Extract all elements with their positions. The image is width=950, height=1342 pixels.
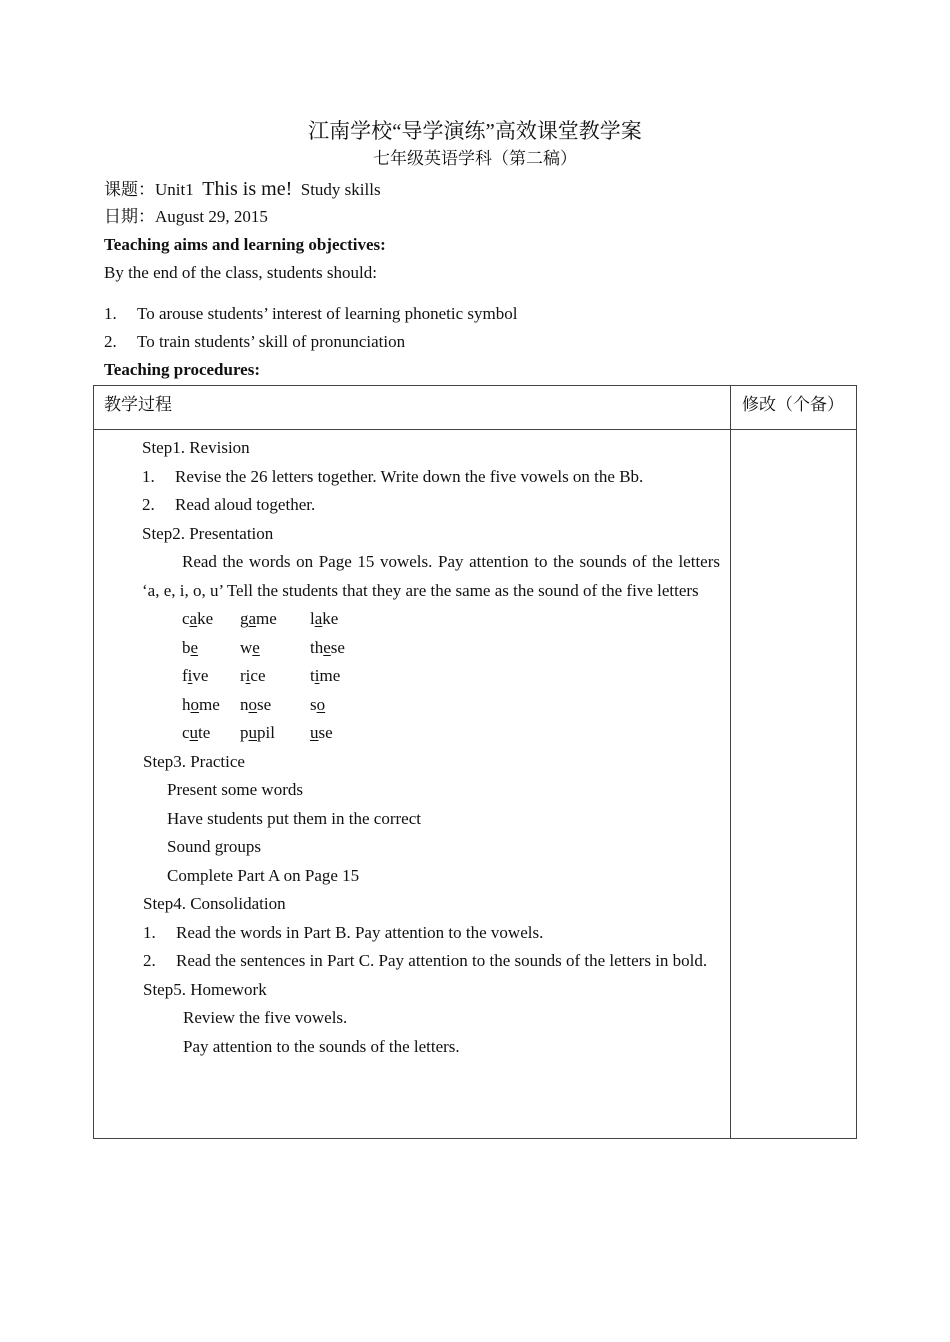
topic-section: Study skills xyxy=(300,180,381,199)
date-line xyxy=(104,206,268,228)
item-number: 2. xyxy=(142,495,155,514)
document-title: 江南学校“导学演练”高效课堂教学案 xyxy=(308,119,642,143)
date-value: August 29, 2015 xyxy=(155,207,268,226)
procedures-heading: Teaching procedures: xyxy=(104,360,261,379)
item-text: Read aloud together. xyxy=(175,495,316,514)
item-number: 2. xyxy=(143,951,156,970)
vowel-word: pupil xyxy=(240,723,275,742)
aim-text: To arouse students’ interest of learning phonetic symbol xyxy=(137,304,518,323)
table-body-row xyxy=(94,430,857,1139)
word-row xyxy=(142,662,720,691)
topic-line xyxy=(104,178,381,201)
item-number: 1. xyxy=(143,922,156,942)
vowel-word-grid xyxy=(142,605,720,748)
step2-title: Step2. Presentation xyxy=(142,523,274,543)
word-row xyxy=(142,719,720,748)
vowel-word: rice xyxy=(240,666,266,685)
procedure-content xyxy=(142,434,720,1061)
aims-intro: By the end of the class, students should: xyxy=(104,263,377,282)
step5-title: Step5. Homework xyxy=(143,979,267,999)
word-row xyxy=(142,634,720,663)
vowel-word: cake xyxy=(182,609,214,628)
vowel-word: nose xyxy=(240,694,272,714)
vowel-word: use xyxy=(310,723,333,742)
step3-line: Complete Part A on Page 15 xyxy=(167,865,360,885)
step1-item xyxy=(142,491,720,520)
step3-line: Sound groups xyxy=(167,837,261,856)
document-subtitle: 七年级英语学科（第二稿） xyxy=(373,149,577,168)
item-text: Read the words in Part B. Pay attention to the vowels. xyxy=(176,922,544,942)
topic-unit: Unit1 xyxy=(155,180,194,199)
word-row xyxy=(142,605,720,634)
step5-line: Pay attention to the sounds of the letters. xyxy=(183,1036,460,1056)
vowel-word: we xyxy=(240,637,260,657)
step1-item xyxy=(142,463,720,492)
aim-item xyxy=(104,331,405,353)
vowel-word: home xyxy=(182,694,220,714)
item-text: Read the sentences in Part C. Pay attention to the sounds of the letters in bold. xyxy=(176,951,708,970)
header-teaching-process: 教学过程 xyxy=(94,386,731,430)
topic-title: This is me! xyxy=(202,178,293,200)
step1-title: Step1. Revision xyxy=(142,438,250,457)
topic-label: 课题： xyxy=(104,180,155,199)
vowel-word: game xyxy=(240,609,277,628)
revision-notes-cell xyxy=(731,430,857,1139)
item-text: Revise the 26 letters together. Write down the five vowels on the Bb. xyxy=(175,466,644,486)
step3-line: Present some words xyxy=(167,780,303,799)
aim-number: 1. xyxy=(104,304,117,323)
table-header-row xyxy=(94,386,857,430)
step3-title: Step3. Practice xyxy=(143,751,245,771)
aim-number: 2. xyxy=(104,332,117,351)
vowel-word: time xyxy=(310,666,341,685)
vowel-word: these xyxy=(310,637,345,657)
step4-item xyxy=(142,919,720,948)
step2-paragraph: Read the words on Page 15 vowels. Pay attention to the sounds of the letters ‘a, e, i, o, u’ Tell the students that they are the same as the sound of the five letters xyxy=(142,552,720,600)
vowel-word: cute xyxy=(182,723,211,742)
procedures-table xyxy=(93,385,857,1139)
vowel-word: be xyxy=(182,637,199,657)
vowel-word: lake xyxy=(310,609,339,628)
item-number: 1. xyxy=(142,466,155,486)
aim-text: To train students’ skill of pronunciation xyxy=(137,332,406,351)
vowel-word: so xyxy=(310,694,326,714)
step3-line: Have students put them in the correct xyxy=(167,808,421,828)
aims-heading: Teaching aims and learning objectives: xyxy=(104,235,386,254)
step4-title: Step4. Consolidation xyxy=(143,894,286,913)
header-revision-notes: 修改（个备） xyxy=(731,386,857,430)
step4-item xyxy=(142,947,720,976)
teaching-process-cell xyxy=(94,430,731,1139)
aim-item xyxy=(104,303,517,325)
word-row xyxy=(142,691,720,720)
date-label: 日期： xyxy=(104,207,155,226)
step5-line: Review the five vowels. xyxy=(183,1008,348,1027)
vowel-word: five xyxy=(182,666,209,685)
